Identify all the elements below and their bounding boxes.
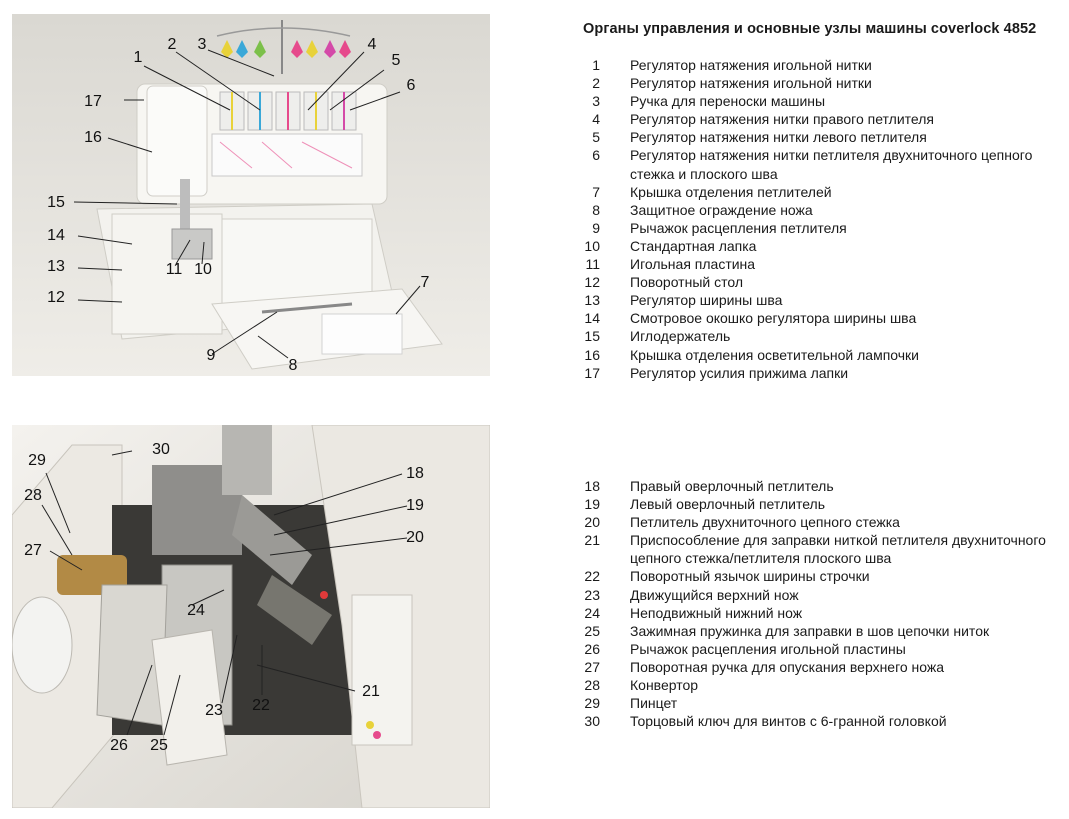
- item-text: Зажимная пружинка для заправки в шов цепочки ниток: [630, 622, 990, 639]
- item-text: Поворотный язычок ширины строчки: [630, 568, 870, 585]
- list-item: [580, 255, 1060, 273]
- item-text: Стандартная лапка: [630, 237, 757, 254]
- item-number: 28: [584, 677, 600, 694]
- callout-14: 14: [47, 227, 65, 244]
- callout-16: 16: [84, 129, 102, 146]
- parts-list-bottom: [580, 477, 1060, 730]
- list-item: [580, 622, 1060, 640]
- item-text: Регулятор усилия прижима лапки: [630, 364, 849, 381]
- list-item: [580, 56, 1060, 74]
- item-number: 2: [592, 75, 600, 92]
- item-text: Защитное ограждение ножа: [630, 201, 813, 218]
- list-item: [580, 676, 1060, 694]
- callout-19: 19: [406, 497, 424, 514]
- item-text: Рычажок расцепления игольной пластины: [630, 640, 906, 657]
- list-item: [580, 291, 1060, 309]
- list-item: [580, 640, 1060, 658]
- callout-2: 2: [167, 36, 177, 53]
- callout-12: 12: [47, 289, 65, 306]
- callout-20: 20: [406, 529, 424, 546]
- callout-5: 5: [391, 52, 401, 69]
- item-number: 11: [585, 256, 600, 273]
- callout-26: 26: [110, 737, 128, 754]
- list-item: [580, 74, 1060, 92]
- callout-23: 23: [205, 702, 223, 719]
- list-item: [580, 201, 1060, 219]
- callout-13: 13: [47, 258, 65, 275]
- item-text: Торцовый ключ для винтов с 6-гранной головкой: [630, 713, 947, 730]
- callout-18: 18: [406, 465, 424, 482]
- item-number: 4: [592, 111, 600, 128]
- item-number: 16: [584, 346, 600, 363]
- item-number: 8: [592, 201, 600, 218]
- item-number: 22: [584, 568, 600, 585]
- item-text: Левый оверлочный петлитель: [630, 496, 825, 513]
- list-item: [580, 364, 1060, 382]
- item-number: 20: [584, 514, 600, 531]
- item-number: 18: [584, 478, 600, 494]
- item-text: Движущийся верхний нож: [630, 586, 799, 603]
- item-number: 3: [592, 93, 600, 110]
- callout-11: 11: [165, 261, 183, 278]
- parts-list-top: [580, 56, 1060, 382]
- callout-24: 24: [187, 602, 205, 619]
- item-number: 7: [592, 183, 600, 200]
- list-item: [580, 273, 1060, 291]
- item-number: 27: [584, 658, 600, 675]
- item-number: 21: [584, 532, 600, 549]
- item-number: 6: [592, 147, 600, 164]
- item-text: Петлитель двухниточного цепного стежка: [630, 514, 900, 531]
- looper-area-photo: [12, 425, 490, 808]
- item-text: Поворотный стол: [630, 274, 743, 291]
- callout-8: 8: [288, 357, 298, 374]
- item-text: Поворотная ручка для опускания верхнего ножа: [630, 658, 945, 675]
- list-item: [580, 586, 1060, 604]
- callout-10: 10: [194, 261, 212, 278]
- looper-area-illustration: [12, 425, 490, 808]
- item-text: Регулятор натяжения нитки левого петлителя: [630, 129, 927, 146]
- item-number: 12: [584, 274, 600, 291]
- callout-17: 17: [84, 93, 102, 110]
- list-item: [580, 309, 1060, 327]
- item-number: 14: [584, 310, 600, 327]
- item-text: Иглодержатель: [630, 328, 731, 345]
- item-number: 10: [584, 237, 600, 254]
- item-text: Пинцет: [630, 695, 678, 712]
- list-item: [580, 146, 1060, 182]
- item-text: Ручка для переноски машины: [630, 93, 826, 110]
- list-item: [580, 219, 1060, 237]
- callout-21: 21: [362, 683, 380, 700]
- machine-front-photo: [12, 14, 490, 376]
- item-text: Регулятор натяжения игольной нитки: [630, 57, 872, 73]
- item-number: 30: [584, 713, 600, 730]
- item-text: Конвертор: [630, 677, 699, 694]
- item-number: 9: [592, 219, 600, 236]
- item-number: 26: [584, 640, 600, 657]
- item-number: 5: [592, 129, 600, 146]
- item-text: Крышка отделения осветительной лампочки: [630, 346, 920, 363]
- item-number: 13: [584, 292, 600, 309]
- list-item: [580, 567, 1060, 585]
- item-text: Правый оверлочный петлитель: [630, 478, 834, 494]
- callout-3: 3: [197, 36, 207, 53]
- item-text: Регулятор натяжения нитки правого петлителя: [630, 111, 934, 128]
- list-item: [580, 658, 1060, 676]
- list-item: [580, 604, 1060, 622]
- item-number: 25: [584, 622, 600, 639]
- item-text: Регулятор ширины шва: [630, 292, 783, 309]
- item-text: Регулятор натяжения нитки петлителя двухниточного цепного стежка и плоского шва: [630, 147, 1033, 182]
- list-item: [580, 477, 1060, 495]
- callout-28: 28: [24, 487, 42, 504]
- list-item: [580, 531, 1060, 567]
- item-number: 1: [592, 57, 600, 73]
- list-item: [580, 92, 1060, 110]
- item-text: Игольная пластина: [630, 256, 756, 273]
- callout-25: 25: [150, 737, 168, 754]
- callout-7: 7: [420, 274, 430, 291]
- list-item: [580, 110, 1060, 128]
- page-title: Органы управления и основные узлы машины coverlock 4852: [583, 21, 1037, 37]
- tension-dials: [220, 92, 356, 130]
- item-number: 24: [584, 604, 600, 621]
- callout-29: 29: [28, 452, 46, 469]
- list-item: [580, 183, 1060, 201]
- item-text: Рычажок расцепления петлителя: [630, 219, 847, 236]
- callout-15: 15: [47, 194, 65, 211]
- list-item: [580, 237, 1060, 255]
- callout-22: 22: [252, 697, 270, 714]
- machine-front-illustration: [12, 14, 490, 376]
- callout-6: 6: [406, 77, 416, 94]
- list-item: [580, 712, 1060, 730]
- item-number: 29: [584, 695, 600, 712]
- list-item: [580, 513, 1060, 531]
- item-text: Смотровое окошко регулятора ширины шва: [630, 310, 917, 327]
- callout-30: 30: [152, 441, 170, 458]
- list-item: [580, 346, 1060, 364]
- item-number: 17: [584, 364, 600, 381]
- item-number: 15: [584, 328, 600, 345]
- item-text: Регулятор натяжения игольной нитки: [630, 75, 872, 92]
- item-text: Приспособление для заправки ниткой петлителя двухниточного цепного стежка/петлителя плоского шва: [630, 532, 1046, 567]
- list-item: [580, 495, 1060, 513]
- item-text: Неподвижный нижний нож: [630, 604, 803, 621]
- item-number: 23: [584, 586, 600, 603]
- item-number: 19: [584, 496, 600, 513]
- list-item: [580, 694, 1060, 712]
- callout-27: 27: [24, 542, 42, 559]
- list-item: [580, 128, 1060, 146]
- callout-4: 4: [367, 36, 377, 53]
- item-text: Крышка отделения петлителей: [630, 183, 832, 200]
- callout-9: 9: [206, 347, 216, 364]
- callout-1: 1: [133, 49, 143, 66]
- list-item: [580, 327, 1060, 345]
